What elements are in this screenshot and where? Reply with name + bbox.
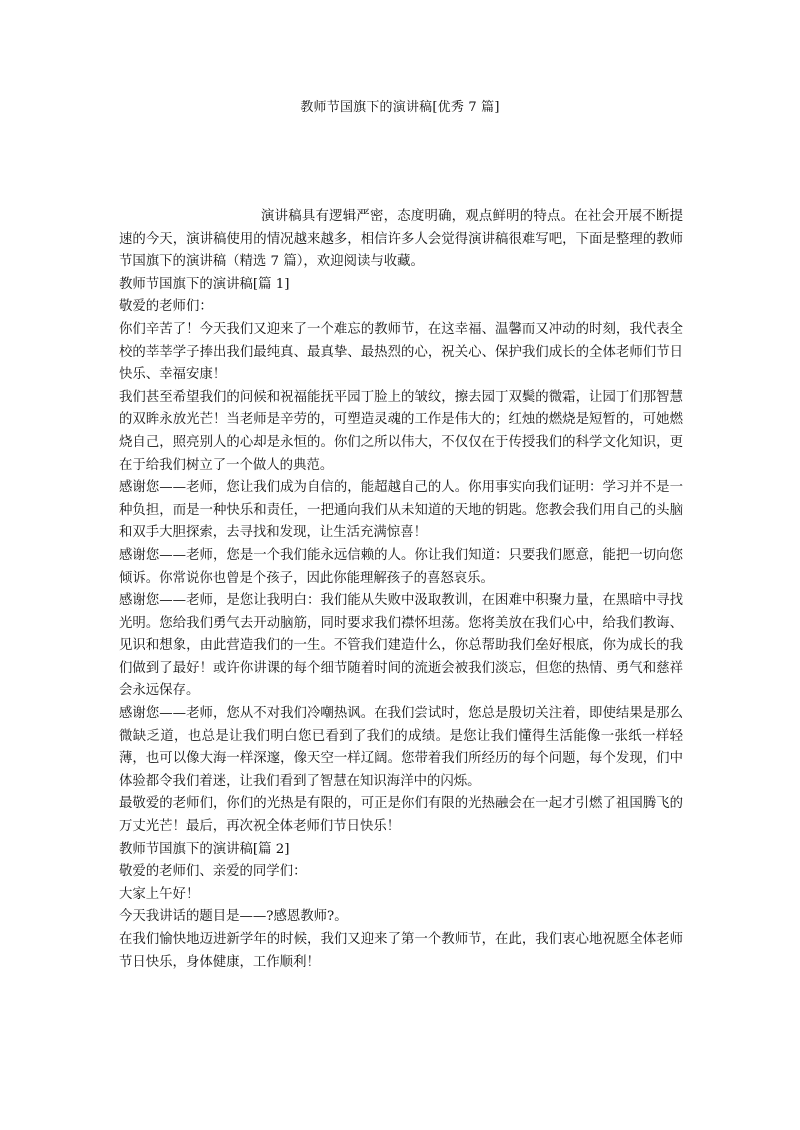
body-paragraph: 在我们愉快地迈进新学年的时候，我们又迎来了第一个教师节，在此，我们衷心地祝愿全体老师节日快乐，身体健康，工作顺利！ [119, 932, 683, 970]
document-body [119, 206, 683, 974]
body-paragraph: 我们甚至希望我们的问候和祝福能抚平园丁脸上的皱纹，擦去园丁双鬓的微霜，让园丁们那智慧的双眸永放光芒！当老师是辛劳的，可塑造灵魂的工作是伟大的；红烛的燃烧是短暂的，可她燃烧自己，照亮别人的心却是永恒的。你们之所以伟大，不仅仅在于传授我们的科学文化知识，更在于给我们树立了一个做人的典范。 [119, 389, 683, 473]
body-paragraph: 感谢您——老师，是您让我明白：我们能从失败中汲取教训，在困难中积聚力量，在黑暗中寻找光明。您给我们勇气去开动脑筋，同时要求我们襟怀坦荡。您将美放在我们心中，给我们教诲、见识和想象，由此营造我们的一生。不管我们建造什么，你总帮助我们垒好根底，你为成长的我们做到了最好！或许你讲课的每个细节随着时间的流逝会被我们淡忘，但您的热情、勇气和慈祥会永远保存。 [119, 593, 683, 699]
body-paragraph: 最敬爱的老师们，你们的光热是有限的，可正是你们有限的光热融会在一起才引燃了祖国腾飞的万丈光芒！最后，再次祝全体老师们节日快乐！ [119, 796, 683, 835]
intro-paragraph: 演讲稿具有逻辑严密，态度明确，观点鲜明的特点。在社会开展不断提速的今天，演讲稿使用的情况越来越多，相信许多人会觉得演讲稿很难写吧，下面是整理的教师节国旗下的演讲稿（精选 7 篇），欢迎阅读与收藏。 [119, 209, 683, 270]
body-paragraph: 感谢您——老师，您让我们成为自信的，能超越自己的人。你用事实向我们证明：学习并不是一种负担，而是一种快乐和责任，一把通向我们从未知道的天地的钥匙。您教会我们用自己的头脑和双手大胆探索，去寻找和发现，让生活充满惊喜！ [119, 480, 683, 541]
salutation: 敬爱的老师们： [119, 299, 213, 315]
greeting: 大家上午好！ [119, 886, 200, 902]
section-heading-2: 教师节国旗下的演讲稿[篇 2] [119, 841, 290, 857]
body-paragraph: 感谢您——老师，您是一个我们能永远信赖的人。你让我们知道：只要我们愿意，能把一切向您倾诉。你常说你也曾是个孩子，因此你能理解孩子的喜怒哀乐。 [119, 547, 683, 586]
document-title: 教师节国旗下的演讲稿[优秀 7 篇] [300, 100, 500, 115]
salutation: 敬爱的老师们、亲爱的同学们： [119, 864, 307, 880]
body-paragraph: 感谢您——老师，您从不对我们冷嘲热讽。在我们尝试时，您总是殷切关注着，即使结果是那么微缺乏道，也总是让我们明白您已看到了我们的成绩。是您让我们懂得生活能像一张纸一样轻薄，也可以像大海一样深邃，像天空一样辽阔。您带着我们所经历的每个问题，每个发现，们中体验都令我们着迷，让我们看到了智慧在知识海洋中的闪烁。 [119, 706, 683, 789]
body-paragraph: 你们辛苦了！今天我们又迎来了一个难忘的教师节，在这幸福、温馨而又冲动的时刻，我代表全校的莘莘学子捧出我们最纯真、最真挚、最热烈的心，祝关心、保护我们成长的全体老师们节日快乐、幸福安康！ [119, 321, 683, 383]
body-paragraph: 今天我讲话的题目是——?感恩教师?。 [119, 909, 348, 925]
section-heading-1: 教师节国旗下的演讲稿[篇 1] [119, 276, 290, 292]
